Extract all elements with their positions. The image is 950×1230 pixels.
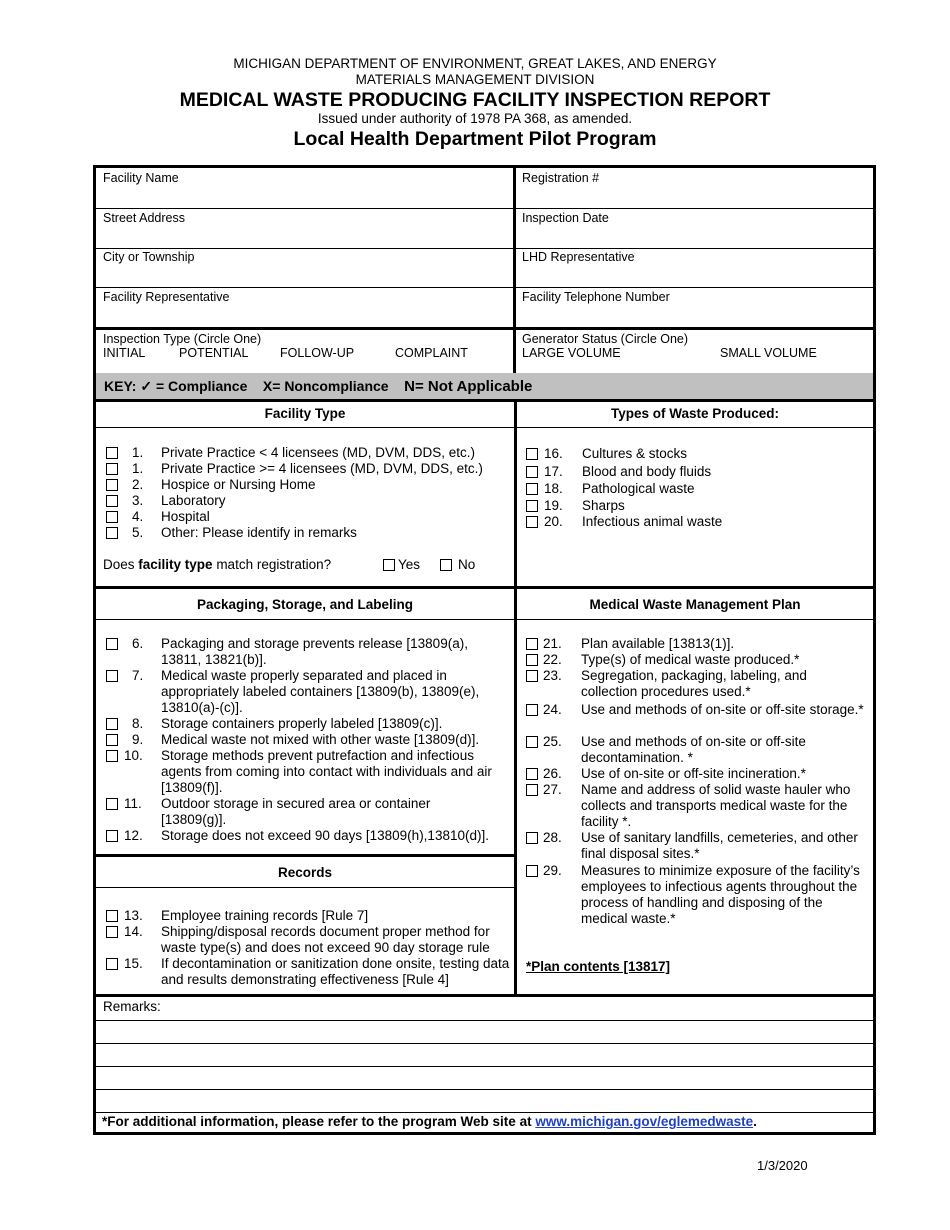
checkbox[interactable] <box>526 865 538 877</box>
list-item <box>106 445 506 461</box>
generator-status-large[interactable]: LARGE VOLUME <box>522 346 621 360</box>
inspection-form <box>93 165 876 1135</box>
item-text: Use of sanitary landfills, cemeteries, and other final disposal sites.* <box>581 830 858 861</box>
item-text: Private Practice >= 4 licensees (MD, DVM, DDS, etc.) <box>161 461 483 476</box>
list-item <box>106 477 506 493</box>
item-number: 8. <box>132 716 144 731</box>
item-number: 26. <box>543 766 562 781</box>
list-item <box>526 514 866 531</box>
question-text: match registration? <box>212 557 332 572</box>
facility-name-field[interactable]: Facility Name <box>103 171 179 185</box>
item-number: 9. <box>132 732 144 747</box>
key-compliance: = Compliance <box>155 378 248 394</box>
item-text: Name and address of solid waste hauler who collects and transports medical waste for the facility *. <box>581 782 851 829</box>
checkbox[interactable] <box>106 910 118 922</box>
remarks-line[interactable] <box>96 1043 873 1044</box>
list-item <box>526 498 866 515</box>
item-text: Laboratory <box>161 493 226 508</box>
item-text: Storage methods prevent putrefaction and infectious agents from coming into contact with individuals and air [13809(f)]. <box>161 748 492 795</box>
list-item <box>106 525 506 541</box>
item-text: Type(s) of medical waste produced.* <box>581 652 800 667</box>
item-text: Shipping/disposal records document proper method for waste type(s) and does not exceed 90 day storage rule <box>161 924 490 955</box>
list-item <box>106 748 506 796</box>
checkbox[interactable] <box>106 670 118 682</box>
row-line <box>96 586 873 589</box>
item-number: 29. <box>543 863 562 878</box>
packaging-heading: Packaging, Storage, and Labeling <box>196 597 414 612</box>
list-item <box>106 924 506 956</box>
inspection-type-label: Inspection Type (Circle One) <box>103 332 262 346</box>
list-item <box>526 668 866 700</box>
checkbox[interactable] <box>526 516 538 528</box>
checkbox[interactable] <box>526 448 538 460</box>
item-number: 6. <box>132 636 144 651</box>
no-checkbox[interactable] <box>440 559 452 571</box>
division-name: MATERIALS MANAGEMENT DIVISION <box>355 72 595 87</box>
registration-match-question <box>103 557 511 573</box>
list-item <box>526 652 866 668</box>
street-address-field[interactable]: Street Address <box>103 211 185 225</box>
item-number: 23. <box>543 668 562 683</box>
item-number: 11. <box>124 796 142 811</box>
checkbox[interactable] <box>526 500 538 512</box>
checkbox[interactable] <box>106 926 118 938</box>
checkbox[interactable] <box>526 670 538 682</box>
item-number: 10. <box>124 748 143 763</box>
checkbox[interactable] <box>526 784 538 796</box>
checkbox[interactable] <box>106 511 118 523</box>
item-text: Employee training records [Rule 7] <box>161 908 369 923</box>
list-item <box>526 446 866 463</box>
list-item <box>106 732 506 748</box>
list-item <box>106 636 506 668</box>
key-legend <box>104 378 532 395</box>
key-not-applicable: N= Not Applicable <box>404 378 533 395</box>
item-text: Medical waste properly separated and placed in appropriately labeled containers [13809(b), 13809(e), 13810(a)-(c)]. <box>161 668 480 715</box>
item-text: Blood and body fluids <box>582 464 712 479</box>
item-number: 28. <box>543 830 562 845</box>
item-text: Infectious animal waste <box>582 514 723 529</box>
row-line <box>96 427 873 428</box>
checkbox[interactable] <box>526 768 538 780</box>
list-item <box>526 734 866 766</box>
item-number: 7. <box>132 668 144 683</box>
list-item <box>526 481 866 498</box>
authority-line: Issued under authority of 1978 PA 368, as amended. <box>317 111 633 126</box>
checkbox[interactable] <box>526 704 538 716</box>
footer-note <box>102 1114 757 1129</box>
item-text: Use of on-site or off-site incineration.* <box>581 766 806 781</box>
checkbox[interactable] <box>106 734 118 746</box>
list-item <box>106 461 506 477</box>
inspection-date-field[interactable]: Inspection Date <box>522 211 609 225</box>
item-text: Private Practice < 4 licensees (MD, DVM, DDS, etc.) <box>161 445 475 460</box>
item-number: 18. <box>544 481 563 496</box>
item-text: Outdoor storage in secured area or container [13809(g)]. <box>161 796 431 827</box>
waste-types-heading: Types of Waste Produced: <box>610 406 780 421</box>
item-number: 12. <box>124 828 143 843</box>
inspection-type-initial[interactable]: INITIAL <box>103 346 146 360</box>
item-number: 27. <box>543 782 562 797</box>
check-icon: ✓ <box>140 378 153 394</box>
list-item <box>526 636 866 652</box>
item-number: 15. <box>124 956 143 971</box>
checkbox[interactable] <box>106 798 118 810</box>
remarks-label: Remarks: <box>103 999 161 1014</box>
item-number: 4. <box>132 509 144 524</box>
registration-field[interactable]: Registration # <box>522 171 600 185</box>
remarks-line[interactable] <box>96 1112 873 1113</box>
checkbox[interactable] <box>106 463 118 475</box>
item-number: 22. <box>543 652 562 667</box>
item-text: Plan available [13813(1)]. <box>581 636 735 651</box>
item-number: 19. <box>544 498 563 513</box>
item-number: 5. <box>132 525 144 540</box>
row-line <box>96 208 873 209</box>
checkbox[interactable] <box>106 479 118 491</box>
row-line <box>96 248 873 249</box>
checkbox[interactable] <box>526 654 538 666</box>
remarks-line[interactable] <box>96 1020 873 1021</box>
item-text: Sharps <box>582 498 625 513</box>
item-text: Hospice or Nursing Home <box>161 477 316 492</box>
item-number: 1. <box>132 445 144 460</box>
item-number: 1. <box>132 461 144 476</box>
generator-status-label: Generator Status (Circle One) <box>522 332 689 346</box>
yes-label: Yes <box>398 557 421 572</box>
item-number: 21. <box>543 636 562 651</box>
records-heading: Records <box>277 865 333 880</box>
facility-type-heading: Facility Type <box>264 406 346 421</box>
top-divider <box>513 168 516 373</box>
lhd-representative-field[interactable]: LHD Representative <box>522 250 635 264</box>
list-item <box>106 668 506 716</box>
item-text: Pathological waste <box>582 481 695 496</box>
plan-contents-note: *Plan contents [13817] <box>526 959 671 974</box>
report-title: MEDICAL WASTE PRODUCING FACILITY INSPECTION REPORT <box>179 89 771 111</box>
row-line <box>96 287 873 288</box>
item-number: 16. <box>544 446 563 461</box>
generator-status-small[interactable]: SMALL VOLUME <box>720 346 817 360</box>
footer-end: . <box>753 1114 757 1129</box>
list-item <box>526 830 866 862</box>
list-item <box>526 863 866 927</box>
item-text: Storage does not exceed 90 days [13809(h),13810(d)]. <box>161 828 489 843</box>
item-number: 20. <box>544 514 563 529</box>
item-text: If decontamination or sanitization done onsite, testing data and results demonstrating effectiveness [Rule 4] <box>161 956 510 987</box>
list-item <box>106 908 506 924</box>
row-line <box>96 854 514 857</box>
item-text: Other: Please identify in remarks <box>161 525 357 540</box>
checkbox[interactable] <box>526 736 538 748</box>
agency-name: MICHIGAN DEPARTMENT OF ENVIRONMENT, GREAT LAKES, AND ENERGY <box>233 56 717 71</box>
checkbox[interactable] <box>526 832 538 844</box>
row-line <box>96 887 514 888</box>
row-line <box>96 327 873 330</box>
item-text: Use and methods of on-site or off-site decontamination. * <box>581 734 806 765</box>
item-number: 25. <box>543 734 562 749</box>
list-item <box>106 956 510 988</box>
list-item <box>526 464 866 481</box>
list-item <box>106 509 506 525</box>
checkbox[interactable] <box>526 638 538 650</box>
plan-heading: Medical Waste Management Plan <box>589 597 801 612</box>
inspection-type-complaint[interactable]: COMPLAINT <box>395 346 468 360</box>
item-number: 13. <box>124 908 143 923</box>
program-website-link[interactable]: www.michigan.gov/eglemedwaste <box>535 1114 754 1129</box>
item-number: 17. <box>544 464 563 479</box>
revision-date: 1/3/2020 <box>757 1158 808 1173</box>
checkbox[interactable] <box>106 958 118 970</box>
item-text: Cultures & stocks <box>582 446 688 461</box>
checkbox[interactable] <box>106 638 118 650</box>
checkbox[interactable] <box>106 495 118 507</box>
remarks-line[interactable] <box>96 1066 873 1067</box>
key-bar <box>96 373 873 400</box>
item-text: Hospital <box>161 509 210 524</box>
item-text: Segregation, packaging, labeling, and collection procedures used.* <box>581 668 807 699</box>
row-line <box>96 619 873 620</box>
list-item <box>106 493 506 509</box>
inspection-type-potential[interactable]: POTENTIAL <box>179 346 249 360</box>
checkbox[interactable] <box>106 750 118 762</box>
list-item <box>106 716 506 732</box>
item-text: Use and methods of on-site or off-site storage.* <box>581 702 864 717</box>
checkbox[interactable] <box>526 483 538 495</box>
list-item <box>106 828 506 844</box>
checkbox[interactable] <box>106 527 118 539</box>
key-prefix: KEY: <box>104 378 137 394</box>
item-number: 2. <box>132 477 144 492</box>
item-number: 24. <box>543 702 562 717</box>
inspection-type-follow-up[interactable]: FOLLOW-UP <box>280 346 355 360</box>
item-text: Storage containers properly labeled [13809(c)]. <box>161 716 443 731</box>
list-item <box>526 766 866 782</box>
row-line <box>96 994 873 997</box>
checkbox[interactable] <box>526 466 538 478</box>
key-noncompliance: X= Noncompliance <box>262 378 389 394</box>
item-number: 14. <box>124 924 143 939</box>
no-label: No <box>458 557 476 572</box>
item-text: Measures to minimize exposure of the facility’s employees to infectious agents throughout the process of handling and disposing of the medical waste.* <box>581 863 860 926</box>
checkbox[interactable] <box>106 718 118 730</box>
checkbox[interactable] <box>106 447 118 459</box>
facility-representative-field[interactable]: Facility Representative <box>103 290 230 304</box>
middle-divider <box>514 399 517 994</box>
question-bold: facility type <box>138 557 213 572</box>
remarks-line[interactable] <box>96 1089 873 1090</box>
row-line <box>96 399 873 402</box>
city-field[interactable]: City or Township <box>103 250 195 264</box>
yes-checkbox[interactable] <box>383 559 395 571</box>
program-title: Local Health Department Pilot Program <box>293 128 657 150</box>
question-text: Does <box>103 557 139 572</box>
item-text: Medical waste not mixed with other waste [13809(d)]. <box>161 732 480 747</box>
item-text: Packaging and storage prevents release [13809(a), 13811, 13821(b)]. <box>161 636 468 667</box>
footer-text: *For additional information, please refer to the program Web site at <box>102 1114 536 1129</box>
list-item <box>526 782 866 830</box>
facility-telephone-field[interactable]: Facility Telephone Number <box>522 290 670 304</box>
checkbox[interactable] <box>106 830 118 842</box>
item-number: 3. <box>132 493 144 508</box>
list-item <box>106 796 506 828</box>
list-item <box>526 702 866 734</box>
